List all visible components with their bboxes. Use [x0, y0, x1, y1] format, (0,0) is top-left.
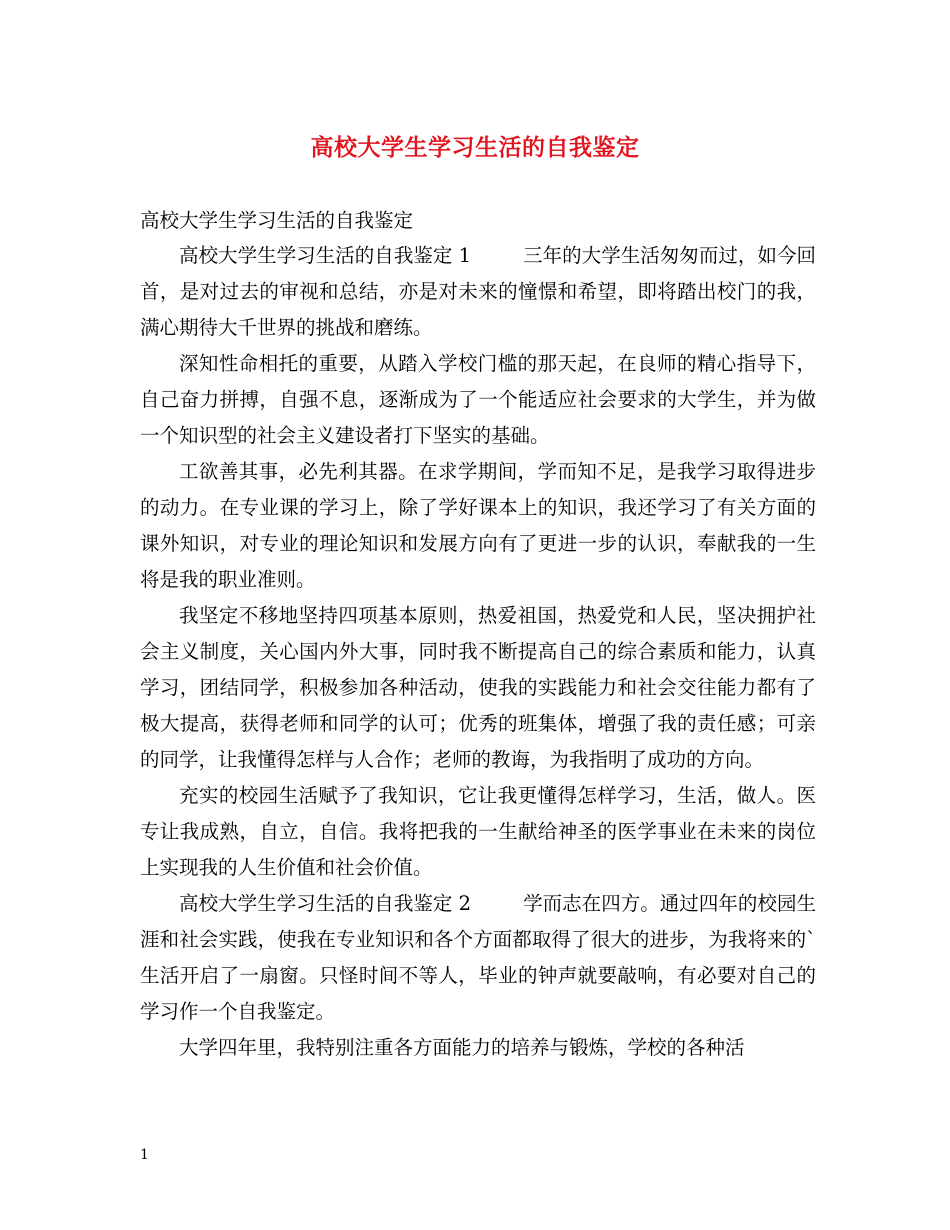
paragraph	[140, 598, 816, 778]
paragraph	[140, 886, 816, 1030]
page-number: 1	[140, 1147, 149, 1163]
section-heading: 高校大学生学习生活的自我鉴定 1	[179, 244, 472, 267]
paragraph-text: 工欲善其事，必先利其器。在求学期间，学而知不足，是我学习取得进步的动力。在专业课的学习上，除了学好课本上的知识，我还学习了有关方面的课外知识，对专业的理论知识和发展方向有了更进一步的认识，奉献我的一生将是我的职业准则。	[140, 460, 816, 591]
paragraph-text: 大学四年里，我特别注重各方面能力的培养与锻炼，学校的各种活	[179, 1036, 745, 1059]
paragraph	[140, 778, 816, 886]
paragraph	[140, 454, 816, 598]
paragraph	[140, 1030, 816, 1066]
paragraph-text: 充实的校园生活赋予了我知识，它让我更懂得怎样学习，生活，做人。医专让我成熟，自立，自信。我将把我的一生献给神圣的医学事业在未来的岗位上实现我的人生价值和社会价值。	[140, 784, 816, 879]
section-heading: 高校大学生学习生活的自我鉴定 2	[179, 892, 472, 915]
document-body	[140, 203, 816, 1066]
paragraph-text: 三年的大学生活匆匆而过，如今回首，是对过去的审视和总结，亦是对未来的憧憬和希望，即将踏出校门的我，满心期待大千世界的挑战和磨练。	[140, 244, 816, 339]
document-title: 高校大学生学习生活的自我鉴定	[310, 134, 640, 161]
document-subtitle: 高校大学生学习生活的自我鉴定	[140, 209, 414, 232]
paragraph-text: 深知性命相托的重要，从踏入学校门槛的那天起，在良师的精心指导下，自己奋力拼搏，自强不息，逐渐成为了一个能适应社会要求的大学生，并为做一个知识型的社会主义建设者打下坚实的基础。	[140, 352, 816, 447]
paragraph-text: 学而志在四方。通过四年的校园生涯和社会实践，使我在专业知识和各个方面都取得了很大的进步，为我将来的`生活开启了一扇窗。只怪时间不等人，毕业的钟声就要敲响，有必要对自己的学习作一个自我鉴定。	[140, 892, 816, 1023]
paragraph	[140, 346, 816, 454]
paragraph	[140, 238, 816, 346]
paragraph-text: 我坚定不移地坚持四项基本原则，热爱祖国，热爱党和人民，坚决拥护社会主义制度，关心国内外大事，同时我不断提高自己的综合素质和能力，认真学习，团结同学，积极参加各种活动，使我的实践能力和社会交往能力都有了极大提高，获得老师和同学的认可；优秀的班集体，增强了我的责任感；可亲的同学，让我懂得怎样与人合作；老师的教诲，为我指明了成功的方向。	[140, 604, 816, 771]
